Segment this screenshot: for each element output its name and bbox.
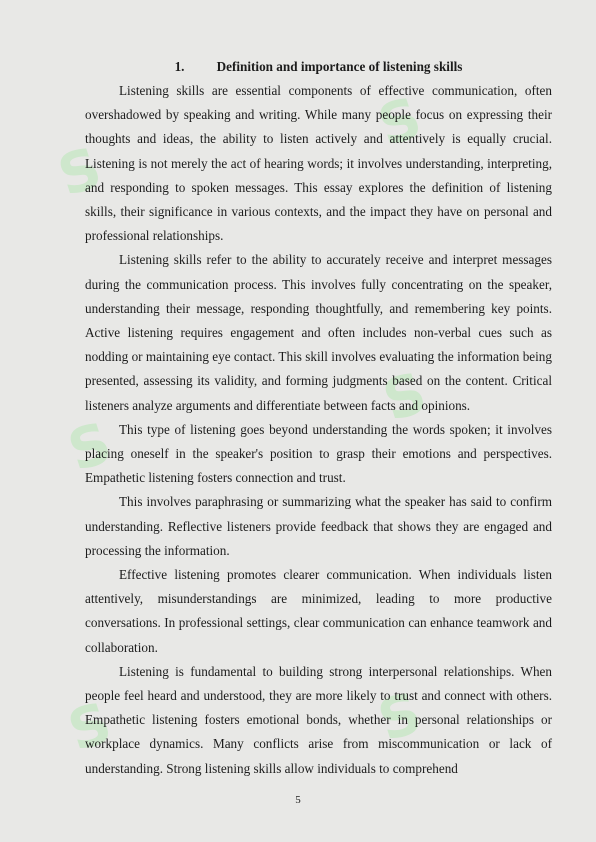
watermark-mark: S bbox=[370, 85, 430, 160]
paragraph: Listening skills refer to the ability to accurately receive and interpret messages during the communication process. This involves fully concentrating on the speaker, understanding their message, responding thoughtfully, and remembering key points. Active listening requires engagement and often includes non-verbal cues such as nodding or maintaining eye contact. This skill involves evaluating the information being presented, assessing its validity, and forming judgments based on the content. Critical listeners analyze arguments and differentiate between facts and opinions. bbox=[85, 252, 552, 413]
page-number: 5 bbox=[295, 794, 301, 806]
watermark-mark: S bbox=[50, 135, 110, 210]
paragraph: Effective listening promotes clearer communication. When individuals listen attentively, misunderstandings are minimized, leading to more productive conversations. In professional settings, clear communication can enhance teamwork and collaboration. bbox=[85, 567, 552, 655]
watermark-mark: S bbox=[370, 680, 430, 755]
watermark-mark: S bbox=[375, 360, 435, 435]
section-heading bbox=[85, 56, 552, 78]
paragraph: Listening is fundamental to building strong interpersonal relationships. When people feel heard and understood, they are more likely to trust and connect with others. Empathetic listening fosters emotional bonds, whether in personal relationships or workplace dynamics. Many conflicts arise from miscommunication or lack of understanding. Strong listening skills allow individuals to comprehend bbox=[85, 663, 552, 776]
watermark-mark: S bbox=[60, 410, 120, 485]
paragraph: This type of listening goes beyond understanding the words spoken; it involves placing oneself in the speaker's position to grasp their emotions and perspectives. Empathetic listening fosters connection and trust. bbox=[85, 421, 552, 486]
paragraph: This involves paraphrasing or summarizing what the speaker has said to confirm understanding. Reflective listeners provide feedback that shows they are engaged and processing the information. bbox=[85, 494, 552, 558]
section-title: Definition and importance of listening skills bbox=[216, 59, 463, 74]
section-number: 1. bbox=[174, 59, 185, 74]
paragraph: Listening skills are essential components of effective communication, often overshadowed by speaking and writing. While many people focus on expressing their thoughts and ideas, the ability to listen actively and attentively is equally crucial. Listening is not merely the act of hearing words; it involves understanding, interpreting, and responding to spoken messages. This essay explores the definition of listening skills, their significance in various contexts, and the impact they have on personal and professional relationships. bbox=[85, 83, 552, 244]
watermark-mark: S bbox=[60, 690, 120, 765]
page-content bbox=[85, 56, 552, 781]
